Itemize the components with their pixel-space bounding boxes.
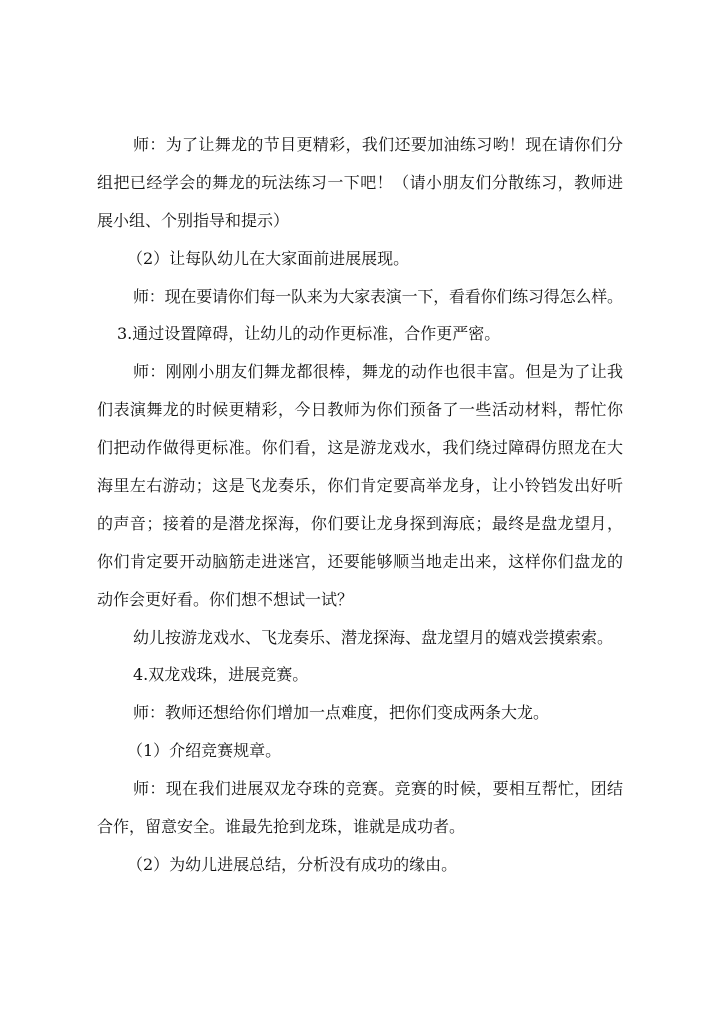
text-line: 你们肯定要开动脑筋走进迷宫，还要能够顺当地走出来，这样你们盘龙的 [97,551,623,571]
text-line: 们表演舞龙的时候更精彩，今日教师为你们预备了一些活动材料，帮忙你 [97,400,623,420]
text-line: 合作，留意安全。谁最先抢到龙珠，谁就是成功者。 [97,817,466,837]
text-line: 海里左右游动；这是飞龙奏乐，你们肯定要高举龙身，让小铃铛发出好听 [97,476,623,496]
text-line: 们把动作做得更标准。你们看，这是游龙戏水，我们绕过障碍仿照龙在大 [97,438,623,458]
text-line: （2）让每队幼儿在大家面前进展展现。 [127,248,410,268]
text-line: 展小组、个别指导和提示） [97,210,290,230]
text-line: 师：现在要请你们每一队来为大家表演一下，看看你们练习得怎么样。 [133,286,623,306]
section-heading: 3.通过设置障碍，让幼儿的动作更标准，合作更严密。 [117,324,501,344]
text-line: 组把已经学会的舞龙的玩法练习一下吧！（请小朋友们分散练习，教师进 [97,172,623,192]
text-line: 师：刚刚小朋友们舞龙都很棒，舞龙的动作也很丰富。但是为了让我 [133,362,623,382]
text-line: （2）为幼儿进展总结，分析没有成功的缘由。 [127,854,458,874]
text-line: 动作会更好看。你们想不想试一试？ [97,589,354,609]
text-line: 师：为了让舞龙的节目更精彩，我们还要加油练习哟！现在请你们分 [133,135,623,154]
text-line: （1）介绍竞赛规章。 [127,741,282,761]
text-line: 师：教师还想给你们增加一点难度，把你们变成两条大龙。 [133,703,550,723]
text-line: 的声音；接着的是潜龙探海，你们要让龙身探到海底；最终是盘龙望月， [97,513,623,533]
text-line: 师：现在我们进展双龙夺珠的竞赛。竞赛的时候，要相互帮忙，团结 [133,779,623,799]
text-line: 幼儿按游龙戏水、飞龙奏乐、潜龙探海、盘龙望月的嬉戏尝摸索索。 [133,627,614,647]
section-heading: 4.双龙戏珠，进展竞赛。 [133,665,309,685]
document-body [97,126,623,884]
